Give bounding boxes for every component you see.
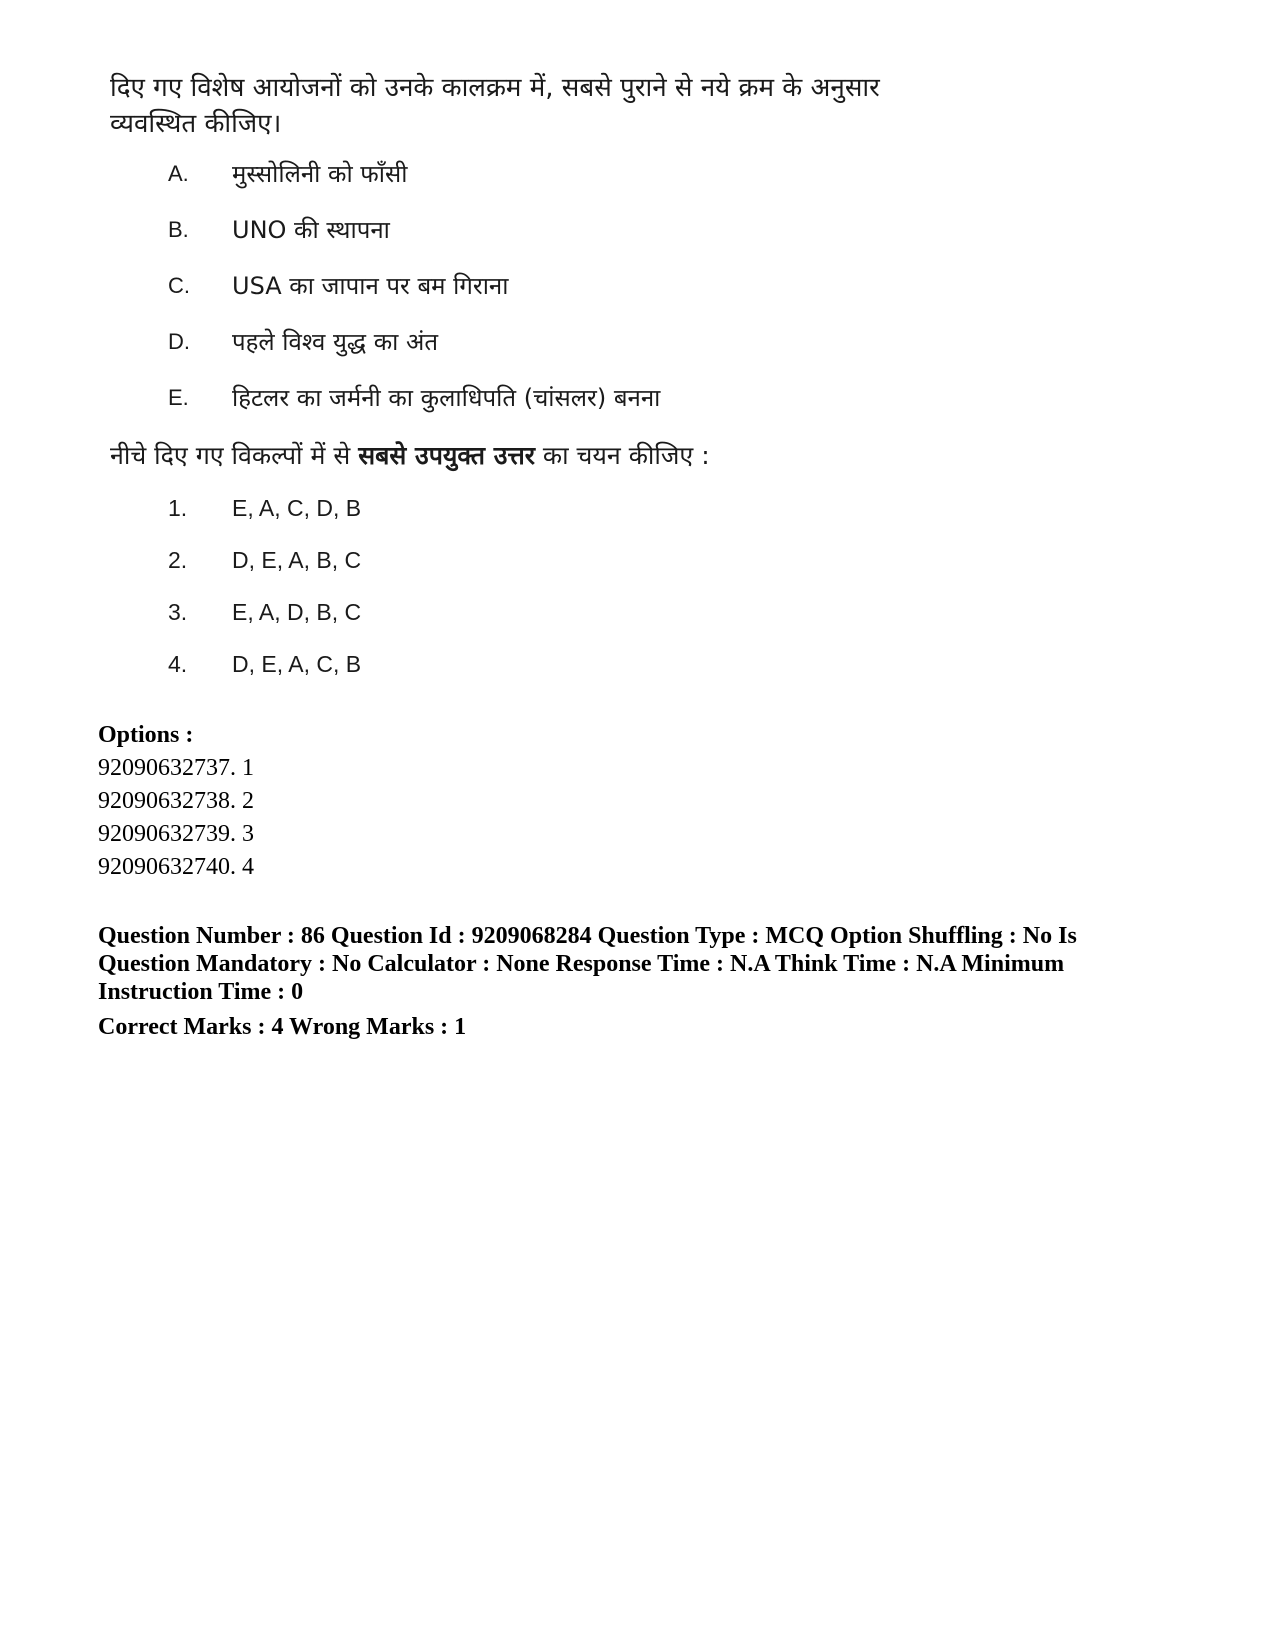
event-letter: D. [168,329,190,354]
event-item-a [110,154,1010,210]
options-heading: Options : [98,722,194,748]
choice-sequence: D, E, A, B, C [232,547,362,573]
answer-instruction [110,434,1010,484]
question-metadata [98,718,1178,1042]
option-row: 92090632738. 2 [98,788,254,814]
event-item-b [110,210,1010,266]
option-row: 92090632739. 3 [98,821,254,847]
choice-item-2 [110,540,1010,592]
event-text: पहले विश्व युद्ध का अंत [232,328,439,356]
marks-info: Correct Marks : 4 Wrong Marks : 1 [98,1014,467,1040]
question-info [98,922,1178,1006]
question-stem: दिए गए विशेष आयोजनों को उनके कालक्रम में, सबसे पुराने से नये क्रम के अनुसार व्यवस्थित कीजिए। [110,73,880,139]
question-info-line: Question Mandatory : No Calculator : None Response Time : N.A Think Time : N.A Minimum [98,951,1065,977]
instruction-pre: नीचे दिए गए विकल्पों में से [110,441,359,470]
choice-number: 2. [168,547,188,573]
option-row: 92090632737. 1 [98,755,254,781]
choice-sequence: E, A, D, B, C [232,599,362,625]
choice-sequence: E, A, C, D, B [232,495,362,521]
choice-item-4 [110,644,1010,696]
choice-item-3 [110,592,1010,644]
event-item-e [110,378,1010,434]
choice-list [110,488,1010,696]
choice-number: 4. [168,651,188,677]
option-row: 92090632740. 4 [98,854,254,880]
instruction-bold: सबसे उपयुक्त उत्तर [358,441,535,470]
question-info-line: Question Number : 86 Question Id : 9209068284 Question Type : MCQ Option Shuffling : No Is [98,923,1077,949]
event-item-d [110,322,1010,378]
event-text: USA का जापान पर बम गिराना [232,272,509,300]
event-letter: A. [168,161,189,186]
choice-item-1 [110,488,1010,540]
event-text: मुस्सोलिनी को फाँसी [232,160,408,188]
choice-number: 3. [168,599,188,625]
question-info-line: Instruction Time : 0 [98,979,304,1005]
choice-sequence: D, E, A, C, B [232,651,362,677]
event-letter: E. [168,385,189,410]
event-item-c [110,266,1010,322]
event-text: हिटलर का जर्मनी का कुलाधिपति (चांसलर) बनना [232,384,661,412]
question-image [110,70,1010,696]
event-letter: C. [168,273,190,298]
event-letter: B. [168,217,189,242]
event-text: UNO की स्थापना [232,216,390,244]
event-list [110,154,1010,434]
instruction-post: का चयन कीजिए : [534,441,710,470]
choice-number: 1. [168,495,188,521]
